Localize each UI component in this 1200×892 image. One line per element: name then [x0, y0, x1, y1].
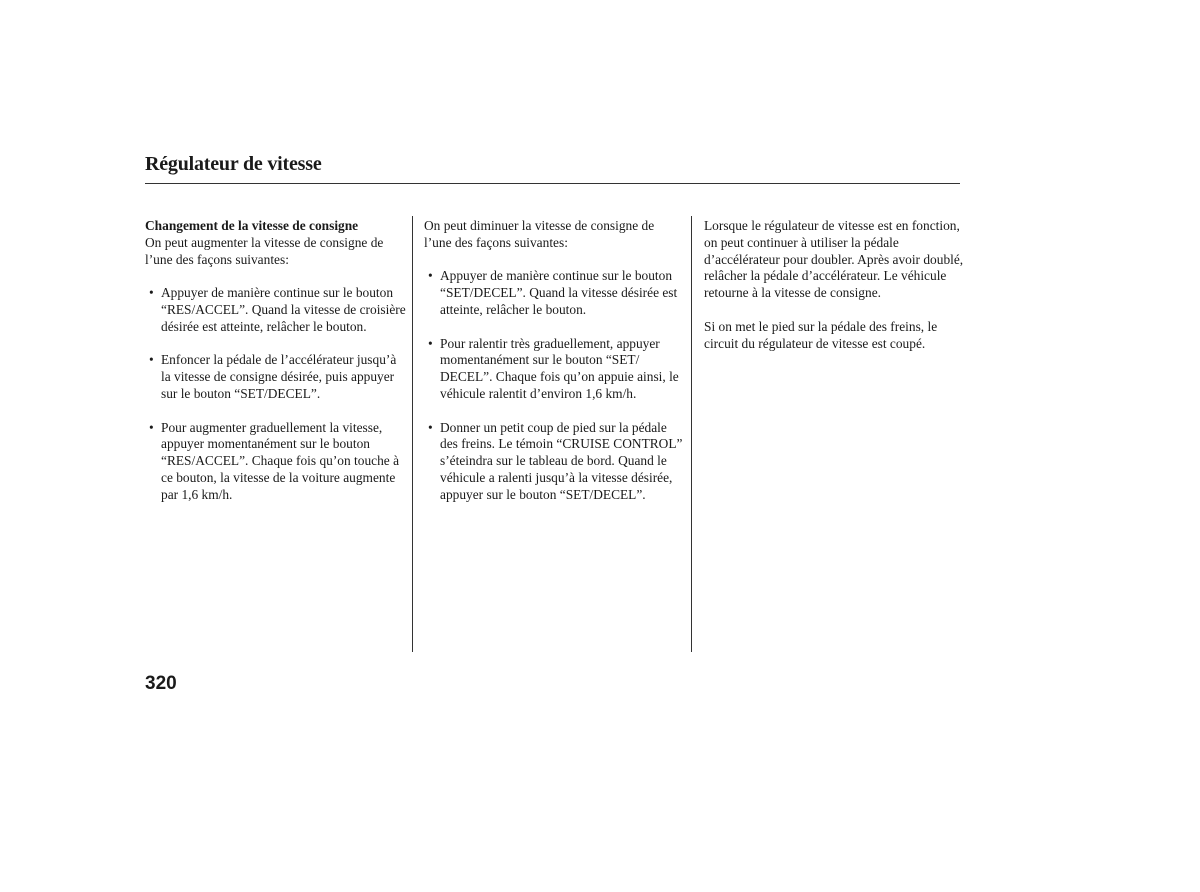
- list-item: [145, 352, 407, 402]
- column-left: [145, 218, 407, 520]
- title-rule: [145, 183, 960, 184]
- list-item: [145, 420, 407, 504]
- list-item-text: Appuyer de manière continue sur le bouton “SET/DECEL”. Quand la vitesse désirée est atteinte, relâcher le bouton.: [440, 268, 678, 317]
- column-middle: [424, 218, 684, 520]
- column-right: [704, 218, 966, 369]
- column-divider: [412, 216, 413, 652]
- list-item-text: Pour ralentir très graduellement, appuyer momentanément sur le bouton “SET/ DECEL”. Chaque fois qu’on appuie ainsi, le véhicule ralentit d’environ 1,6 km/h.: [440, 335, 679, 401]
- body-paragraph: Si on met le pied sur la pédale des freins, le circuit du régulateur de vitesse est coupé.: [704, 318, 938, 351]
- bullet-icon: •: [149, 285, 154, 301]
- intro-paragraph: On peut diminuer la vitesse de consigne de l’une des façons suivantes:: [424, 218, 655, 250]
- list-item: [424, 336, 684, 403]
- bullet-icon: •: [428, 335, 433, 351]
- list-item: [145, 285, 407, 335]
- list-item-text: Donner un petit coup de pied sur la pédale des freins. Le témoin “CRUISE CONTROL” s’éteindra sur le tableau de bord. Quand le véhicule a ralenti jusqu’à la vitesse désirée, appuyer sur le bouton “SET/DECEL”.: [440, 419, 683, 502]
- list-item-text: Appuyer de manière continue sur le bouton “RES/ACCEL”. Quand la vitesse de croisière désirée est atteinte, relâcher le bouton.: [161, 285, 406, 334]
- list-item: [424, 420, 684, 504]
- page-title: Régulateur de vitesse: [145, 153, 322, 175]
- section-subheading: Changement de la vitesse de consigne: [145, 218, 359, 233]
- body-paragraph: Lorsque le régulateur de vitesse est en fonction, on peut continuer à utiliser la pédale d’accélérateur pour doubler. Après avoir doublé, relâcher la pédale d’accélérateur. Le véhicule retourne à la vitesse de consigne.: [704, 218, 964, 301]
- bullet-icon: •: [149, 352, 154, 368]
- list-item: [424, 268, 684, 318]
- intro-paragraph: On peut augmenter la vitesse de consigne de l’une des façons suivantes:: [145, 234, 384, 267]
- bullet-icon: •: [149, 419, 154, 435]
- bullet-icon: •: [428, 268, 433, 284]
- bullet-icon: •: [428, 419, 433, 435]
- list-item-text: Pour augmenter graduellement la vitesse, appuyer momentanément sur le bouton “RES/ACCEL”. Chaque fois qu’on touche à ce bouton, la vitesse de la voiture augmente par 1,6 km/h.: [161, 419, 400, 502]
- page-number: 320: [145, 673, 177, 694]
- column-divider: [691, 216, 692, 652]
- list-item-text: Enfoncer la pédale de l’accélérateur jusqu’à la vitesse de consigne désirée, puis appuyer sur le bouton “SET/DECEL”.: [161, 352, 397, 401]
